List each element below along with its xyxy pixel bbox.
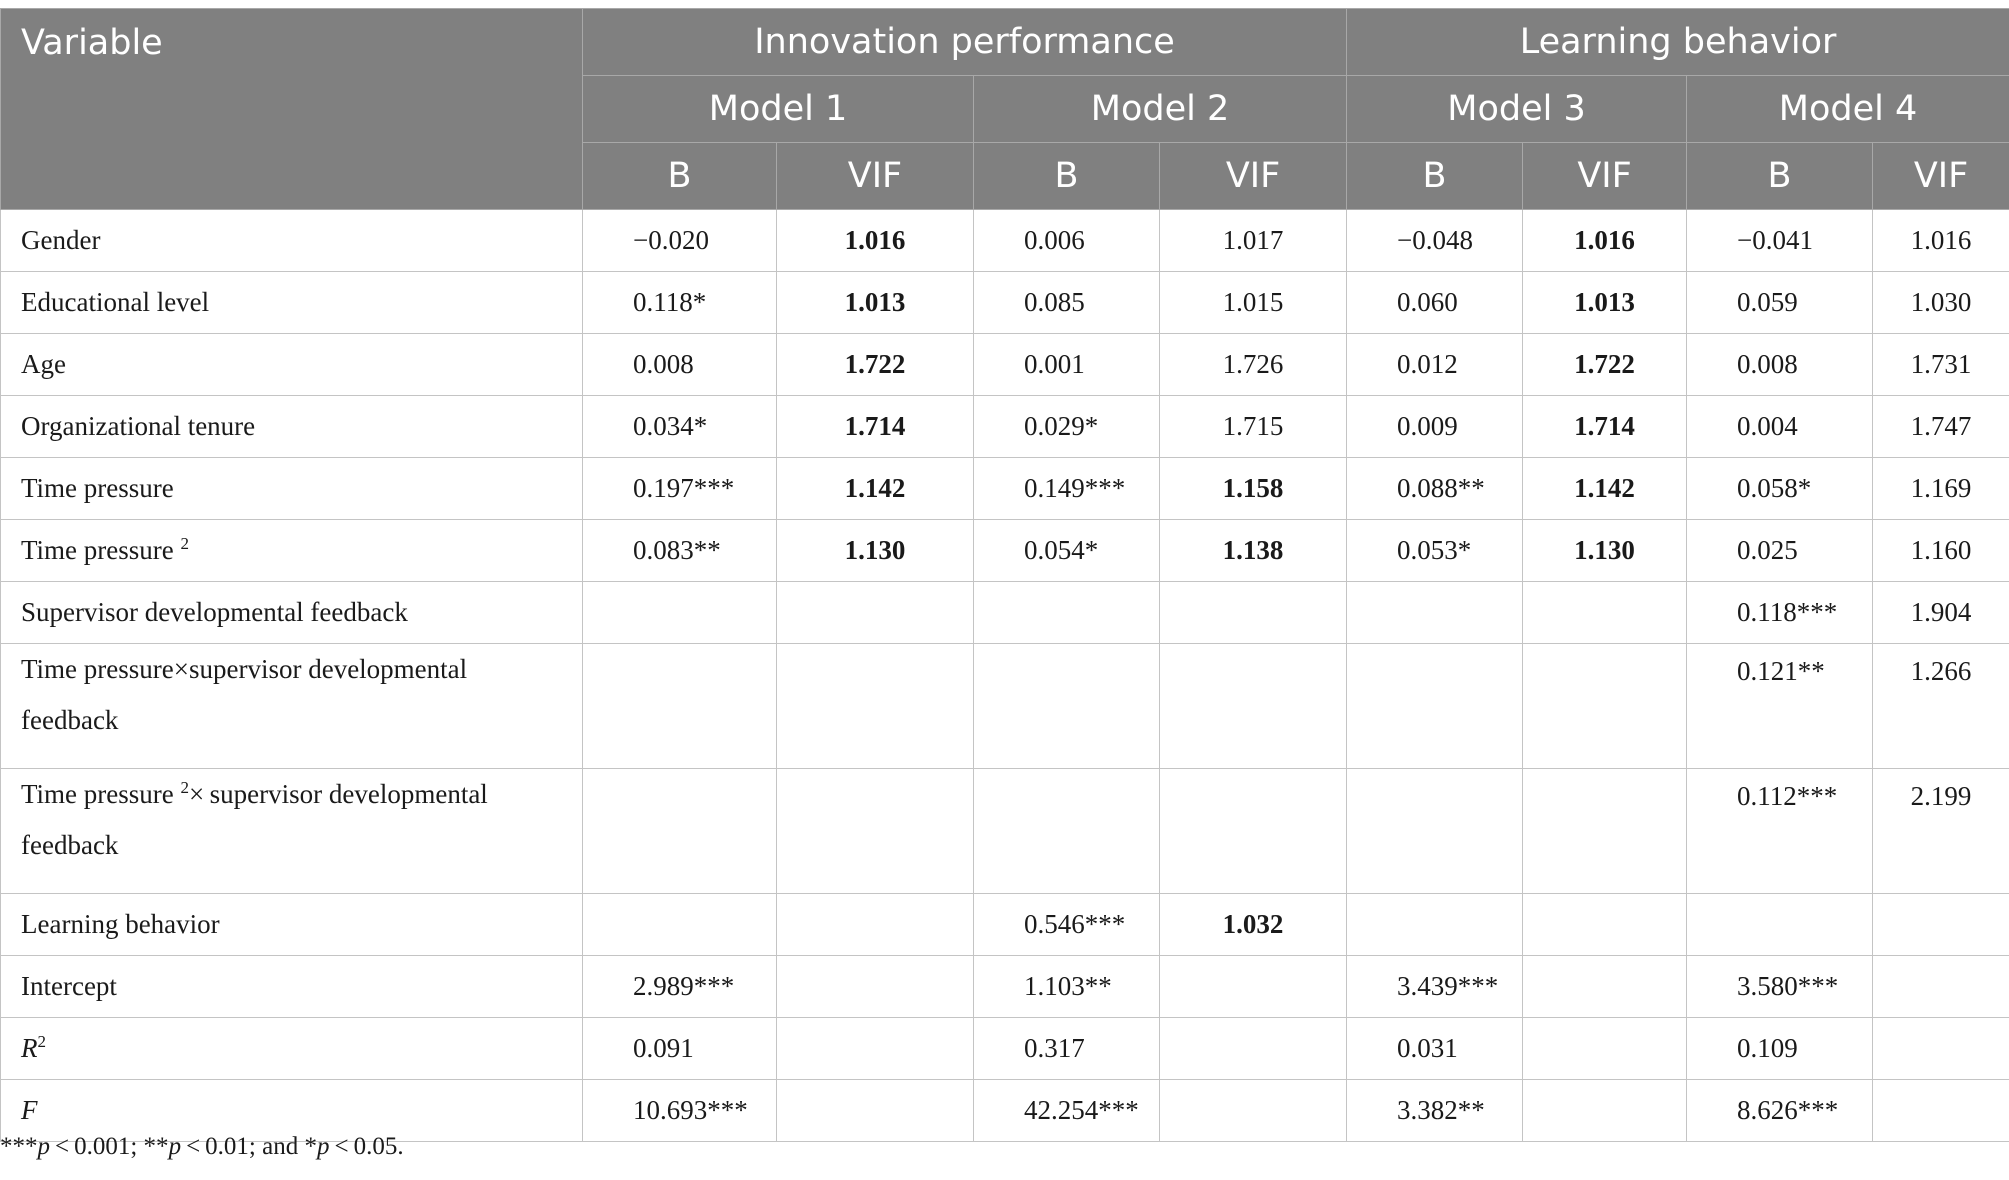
coefficient-cell: 0.029* <box>974 396 1160 458</box>
coefficient-cell <box>1687 894 1873 956</box>
coefficient-cell: 0.121** <box>1687 644 1873 769</box>
coefficient-cell: 0.054* <box>974 520 1160 582</box>
vif-cell: 1.731 <box>1873 334 2009 396</box>
row-label <box>1 210 583 272</box>
row-label-text: Gender <box>21 225 101 255</box>
vif-cell <box>777 1080 974 1142</box>
header-model-2: Model 2 <box>974 76 1347 143</box>
vif-cell: 1.904 <box>1873 582 2009 644</box>
coefficient-cell <box>583 894 777 956</box>
table-row <box>1 582 2009 644</box>
note-p: p <box>37 1133 50 1160</box>
vif-cell: 1.722 <box>1523 334 1687 396</box>
table-header <box>1 9 2009 210</box>
vif-cell: 1.130 <box>777 520 974 582</box>
coefficient-cell: 3.580*** <box>1687 956 1873 1018</box>
coefficient-cell <box>583 769 777 894</box>
table-row <box>1 210 2009 272</box>
vif-cell <box>777 956 974 1018</box>
table-row <box>1 1018 2009 1080</box>
vif-cell <box>1523 1080 1687 1142</box>
coefficient-cell: −0.041 <box>1687 210 1873 272</box>
header-learning-behavior: Learning behavior <box>1347 9 2009 76</box>
table-row <box>1 458 2009 520</box>
vif-cell <box>1523 582 1687 644</box>
vif-cell <box>1873 894 2009 956</box>
header-vif: VIF <box>1160 143 1347 210</box>
header-vif: VIF <box>1523 143 1687 210</box>
vif-cell: 1.714 <box>777 396 974 458</box>
vif-cell <box>1160 769 1347 894</box>
vif-cell <box>1873 1018 2009 1080</box>
row-label <box>1 334 583 396</box>
row-label <box>1 582 583 644</box>
vif-cell: 1.013 <box>1523 272 1687 334</box>
vif-cell <box>777 1018 974 1080</box>
coefficient-cell: 1.103** <box>974 956 1160 1018</box>
vif-cell: 1.142 <box>1523 458 1687 520</box>
coefficient-cell <box>583 582 777 644</box>
vif-cell <box>1160 1018 1347 1080</box>
row-label <box>1 396 583 458</box>
header-b: B <box>1347 143 1523 210</box>
vif-cell <box>777 582 974 644</box>
coefficient-cell <box>974 769 1160 894</box>
row-label-text: Educational level <box>21 287 210 317</box>
vif-cell <box>777 769 974 894</box>
vif-cell: 1.130 <box>1523 520 1687 582</box>
coefficient-cell: 0.031 <box>1347 1018 1523 1080</box>
coefficient-cell: 0.012 <box>1347 334 1523 396</box>
table-row <box>1 334 2009 396</box>
vif-cell <box>1160 956 1347 1018</box>
header-vif: VIF <box>1873 143 2009 210</box>
coefficient-cell: 0.008 <box>583 334 777 396</box>
row-label-superscript: 2 <box>180 778 189 797</box>
row-label-text: Learning behavior <box>21 909 220 939</box>
coefficient-cell: 10.693*** <box>583 1080 777 1142</box>
row-label-text: Time pressure×supervisor developmental feedback <box>21 654 468 735</box>
coefficient-cell: 3.382** <box>1347 1080 1523 1142</box>
vif-cell <box>1523 956 1687 1018</box>
row-label-text: R <box>21 1033 38 1063</box>
note-text: < 0.001; ** <box>50 1133 169 1160</box>
coefficient-cell: 0.109 <box>1687 1018 1873 1080</box>
coefficient-cell: 0.034* <box>583 396 777 458</box>
header-b: B <box>974 143 1160 210</box>
coefficient-cell: 0.001 <box>974 334 1160 396</box>
table-row <box>1 272 2009 334</box>
vif-cell <box>1523 644 1687 769</box>
vif-cell: 1.138 <box>1160 520 1347 582</box>
coefficient-cell: 0.317 <box>974 1018 1160 1080</box>
row-label <box>1 644 583 769</box>
row-label <box>1 1018 583 1080</box>
row-label-text: Time pressure <box>21 473 174 503</box>
coefficient-cell <box>1347 644 1523 769</box>
coefficient-cell: 8.626*** <box>1687 1080 1873 1142</box>
note-text: < 0.05. <box>329 1133 404 1160</box>
note-text: *** <box>0 1133 38 1160</box>
vif-cell: 1.013 <box>777 272 974 334</box>
note-p: p <box>168 1133 182 1160</box>
vif-cell <box>1160 644 1347 769</box>
coefficient-cell: 0.009 <box>1347 396 1523 458</box>
row-label <box>1 520 583 582</box>
coefficient-cell: −0.048 <box>1347 210 1523 272</box>
row-label <box>1 894 583 956</box>
table-row <box>1 644 2009 769</box>
note-p: p <box>316 1133 330 1160</box>
coefficient-cell <box>1347 582 1523 644</box>
table-row <box>1 396 2009 458</box>
vif-cell: 1.726 <box>1160 334 1347 396</box>
coefficient-cell: 3.439*** <box>1347 956 1523 1018</box>
coefficient-cell: 0.058* <box>1687 458 1873 520</box>
vif-cell: 1.016 <box>1523 210 1687 272</box>
coefficient-cell: 0.546*** <box>974 894 1160 956</box>
vif-cell <box>1523 1018 1687 1080</box>
row-label-text: Supervisor developmental feedback <box>21 597 408 627</box>
coefficient-cell: 42.254*** <box>974 1080 1160 1142</box>
coefficient-cell: 0.197*** <box>583 458 777 520</box>
coefficient-cell: 0.149*** <box>974 458 1160 520</box>
coefficient-cell: 2.989*** <box>583 956 777 1018</box>
coefficient-cell: 0.008 <box>1687 334 1873 396</box>
coefficient-cell: 0.025 <box>1687 520 1873 582</box>
row-label <box>1 272 583 334</box>
coefficient-cell: 0.118*** <box>1687 582 1873 644</box>
coefficient-cell <box>583 644 777 769</box>
vif-cell <box>777 894 974 956</box>
table-row <box>1 894 2009 956</box>
vif-cell: 1.017 <box>1160 210 1347 272</box>
coefficient-cell <box>974 644 1160 769</box>
header-model-4: Model 4 <box>1687 76 2009 143</box>
vif-cell: 1.016 <box>1873 210 2009 272</box>
vif-cell: 2.199 <box>1873 769 2009 894</box>
row-label-text: Time pressure <box>21 535 181 565</box>
vif-cell: 1.715 <box>1160 396 1347 458</box>
coefficient-cell: 0.112*** <box>1687 769 1873 894</box>
coefficient-cell: 0.053* <box>1347 520 1523 582</box>
row-label <box>1 956 583 1018</box>
row-label-superscript: 2 <box>37 1032 46 1051</box>
row-label <box>1 458 583 520</box>
coefficient-cell: 0.118* <box>583 272 777 334</box>
row-label-text: Age <box>21 349 66 379</box>
header-variable: Variable <box>1 9 583 210</box>
significance-note <box>0 1133 404 1161</box>
header-innovation-performance: Innovation performance <box>583 9 1347 76</box>
vif-cell <box>1873 1080 2009 1142</box>
vif-cell: 1.142 <box>777 458 974 520</box>
row-label-tail: × supervisor developmental feedback <box>21 779 488 860</box>
vif-cell <box>777 644 974 769</box>
vif-cell: 1.266 <box>1873 644 2009 769</box>
coefficient-cell <box>1347 894 1523 956</box>
vif-cell: 1.160 <box>1873 520 2009 582</box>
vif-cell: 1.747 <box>1873 396 2009 458</box>
coefficient-cell: 0.059 <box>1687 272 1873 334</box>
row-label-text: F <box>21 1095 38 1125</box>
table-row <box>1 769 2009 894</box>
table-body <box>1 210 2009 1142</box>
vif-cell <box>1160 1080 1347 1142</box>
row-label-text: Intercept <box>21 971 117 1001</box>
coefficient-cell <box>1347 769 1523 894</box>
vif-cell: 1.016 <box>777 210 974 272</box>
coefficient-cell: 0.006 <box>974 210 1160 272</box>
vif-cell: 1.015 <box>1160 272 1347 334</box>
vif-cell: 1.714 <box>1523 396 1687 458</box>
coefficient-cell: 0.088** <box>1347 458 1523 520</box>
vif-cell: 1.032 <box>1160 894 1347 956</box>
row-label-superscript: 2 <box>180 534 189 553</box>
coefficient-cell: −0.020 <box>583 210 777 272</box>
row-label-text: Time pressure <box>21 779 181 809</box>
coefficient-cell <box>974 582 1160 644</box>
header-model-3: Model 3 <box>1347 76 1687 143</box>
vif-cell <box>1523 769 1687 894</box>
coefficient-cell: 0.091 <box>583 1018 777 1080</box>
vif-cell <box>1873 956 2009 1018</box>
header-b: B <box>1687 143 1873 210</box>
header-b: B <box>583 143 777 210</box>
row-label <box>1 769 583 894</box>
table-row <box>1 520 2009 582</box>
header-row-groups <box>1 9 2009 76</box>
header-vif: VIF <box>777 143 974 210</box>
vif-cell <box>1160 582 1347 644</box>
note-text: < 0.01; and * <box>181 1133 317 1160</box>
table-row <box>1 956 2009 1018</box>
coefficient-cell: 0.060 <box>1347 272 1523 334</box>
vif-cell: 1.158 <box>1160 458 1347 520</box>
coefficient-cell: 0.004 <box>1687 396 1873 458</box>
row-label-text: Organizational tenure <box>21 411 256 441</box>
regression-table <box>0 8 2009 1142</box>
vif-cell: 1.169 <box>1873 458 2009 520</box>
vif-cell <box>1523 894 1687 956</box>
vif-cell: 1.722 <box>777 334 974 396</box>
header-model-1: Model 1 <box>583 76 974 143</box>
coefficient-cell: 0.083** <box>583 520 777 582</box>
vif-cell: 1.030 <box>1873 272 2009 334</box>
coefficient-cell: 0.085 <box>974 272 1160 334</box>
